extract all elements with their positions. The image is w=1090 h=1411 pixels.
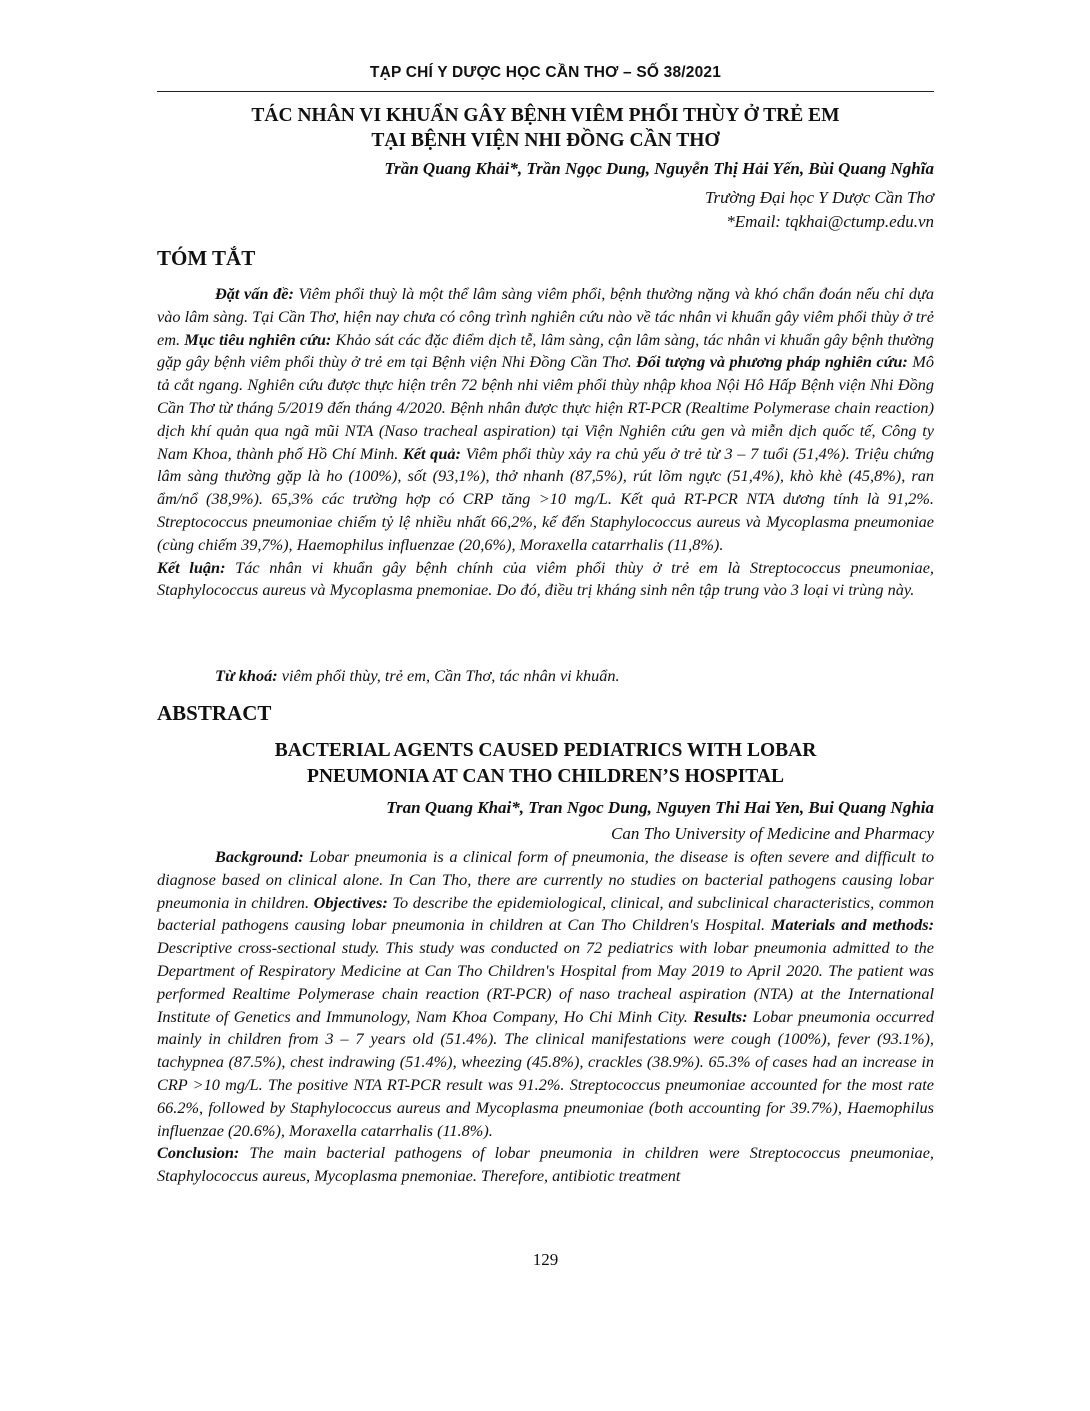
label-objectives-en: Objectives: xyxy=(313,892,388,912)
page-number: 129 xyxy=(532,1250,559,1269)
label-objectives-vi: Mục tiêu nghiên cứu: xyxy=(184,329,332,349)
label-conclusion-vi: Kết luận: xyxy=(157,557,226,577)
abstract-vi-body xyxy=(157,283,934,602)
authors-vi: Trần Quang Khải*, Trần Ngọc Dung, Nguyễn Thị Hải Yến, Bùi Quang Nghĩa xyxy=(384,159,934,178)
text-results-en: Lobar pneumonia occurred mainly in children from 3 – 7 years old (51.4%). The clinical manifestations were cough (100%), fever (93.1%), tachypnea (87.5%), chest indrawing (51.4%), wheezing (45.8%), crackles (38.9%). 65.3% of cases had an increase in CRP >10 mg/L. The positive NTA RT-PCR result was 91.2%. Streptococcus pneumoniae accounted for the most rate 66.2%, followed by Staphylococcus aureus and Mycoplasma pneumoniae (both accounting for 39.7%), Haemophilus influenzae (20.6%), Moraxella catarrhalis (11.8%). xyxy=(157,1006,935,1140)
section-heading-abstract: ABSTRACT xyxy=(157,701,272,725)
text-conclusion-vi: Tác nhân vi khuẩn gây bệnh chính của viêm phổi thùy ở trẻ em là Streptococcus pneumoniae, Staphylococcus aureus và Mycoplasma pnemoniae. Do đó, điều trị kháng sinh nên tập trung vào 3 loại vi trùng này. xyxy=(157,557,934,600)
abstract-en-body xyxy=(157,846,934,1188)
keywords-vi xyxy=(215,666,620,686)
text-methods-en: Descriptive cross-sectional study. This study was conducted on 72 pediatrics with lobar pneumonia admitted to the Department of Respiratory Medicine at Can Tho Children's Hospital from May 2019 to April 2020. The patient was performed Realtime Polymerase chain reaction (RT-PCR) of naso tracheal aspiration (NTA) at the International Institute of Genetics and Immunology, Nam Khoa Company, Ho Chi Minh City. xyxy=(157,938,934,1026)
label-methods-vi: Đối tượng và phương pháp nghiên cứu: xyxy=(636,352,908,372)
journal-header: TẠP CHÍ Y DƯỢC HỌC CẦN THƠ – SỐ 38/2021 xyxy=(369,64,722,81)
text-background-en: Lobar pneumonia is a clinical form of pneumonia, the disease is often severe and difficult to diagnose based on clinical alone. In Can Tho, there are currently no studies on bacterial pathogens causing lobar pneumonia in children. xyxy=(157,847,934,912)
article-title-vi xyxy=(157,103,934,153)
section-heading-tom-tat: TÓM TẮT xyxy=(157,246,256,270)
title-vi-line2: TẠI BỆNH VIỆN NHI ĐỒNG CẦN THƠ xyxy=(371,130,720,151)
label-conclusion-en: Conclusion: xyxy=(157,1143,240,1163)
authors-en: Tran Quang Khai*, Tran Ngoc Dung, Nguyen Thi Hai Yen, Bui Quang Nghia xyxy=(386,798,934,817)
text-keywords-vi: viêm phổi thùy, trẻ em, Cần Thơ, tác nhân vi khuẩn. xyxy=(277,666,620,685)
title-vi-line1: TÁC NHÂN VI KHUẨN GÂY BỆNH VIÊM PHỔI THÙY Ở TRẺ EM xyxy=(251,105,840,126)
text-results-vi: Viêm phổi thùy xảy ra chủ yếu ở trẻ từ 3 – 7 tuổi (51,4%). Triệu chứng lâm sàng thường gặp là ho (100%), sốt (93,1%), thở nhanh (87,5%), rút lõm ngực (51,4%), khò khè (45,8%), ran ẩm/nổ (38,9%). 65,3% các trường hợp có CRP tăng >10 mg/L. Kết quả RT-PCR NTA dương tính là 91,2%. Streptococcus pneumoniae chiếm tỷ lệ nhiều nhất 66,2%, kế đến Staphylococcus aureus và Mycoplasma pneumoniae (cùng chiếm 39,7%), Haemophilus influenzae (20,6%), Moraxella catarrhalis (11,8%). xyxy=(157,443,934,554)
label-results-en: Results: xyxy=(693,1006,748,1026)
text-objectives-en: To describe the epidemiological, clinical, and subclinical characteristics, common bacterial pathogens causing lobar pneumonia in children at Can Tho Children's Hospital. xyxy=(157,892,934,935)
article-title-en xyxy=(157,738,934,790)
text-objectives-vi: Khảo sát các đặc điểm dịch tễ, lâm sàng, cận lâm sàng, tác nhân vi khuẩn gây bệnh thường gặp gây bệnh viêm phổi thùy ở trẻ em tại Bệnh viện Nhi Đồng Cần Thơ. xyxy=(157,329,935,372)
title-en-line2: PNEUMONIA AT CAN THO CHILDREN’S HOSPITAL xyxy=(307,766,784,787)
affiliation-en: Can Tho University of Medicine and Pharmacy xyxy=(611,824,934,843)
text-background-vi: Viêm phổi thuỳ là một thể lâm sàng viêm phổi, bệnh thường nặng và khó chẩn đoán nếu chỉ dựa vào lâm sàng. Tại Cần Thơ, hiện nay chưa có công trình nghiên cứu nào về tác nhân vi khuẩn gây viêm phổi thùy ở trẻ em. xyxy=(157,284,935,349)
label-keywords-vi: Từ khoá: xyxy=(215,666,278,685)
label-methods-en: Materials and methods: xyxy=(771,915,934,935)
label-background-vi: Đặt vấn đề: xyxy=(215,284,294,303)
text-methods-vi: Mô tả cắt ngang. Nghiên cứu được thực hiện trên 72 bệnh nhi viêm phổi thùy nhập khoa Nội Hô Hấp Bệnh viện Nhi Đồng Cần Thơ từ tháng 5/2019 đến tháng 4/2020. Bệnh nhân được thực hiện RT-PCR (Realtime Polymerase chain reaction) dịch khí quản qua ngã mũi NTA (Naso tracheal aspiration) tại Viện Nghiên cứu gen và miễn dịch quốc tế, Công ty Nam Khoa, thành phố Hồ Chí Minh. xyxy=(157,352,935,463)
affiliation-vi: Trường Đại học Y Dược Cần Thơ xyxy=(704,188,934,207)
title-en-line1: BACTERIAL AGENTS CAUSED PEDIATRICS WITH LOBAR xyxy=(274,740,817,761)
text-conclusion-en: The main bacterial pathogens of lobar pneumonia in children were Streptococcus pneumoniae, Staphylococcus aureus, Mycoplasma pnemoniae. Therefore, antibiotic treatment xyxy=(157,1143,934,1186)
header-rule xyxy=(157,91,934,92)
label-results-vi: Kết quả: xyxy=(402,443,461,463)
contact-email: *Email: tqkhai@ctump.edu.vn xyxy=(726,212,934,231)
label-background-en: Background: xyxy=(215,847,304,866)
